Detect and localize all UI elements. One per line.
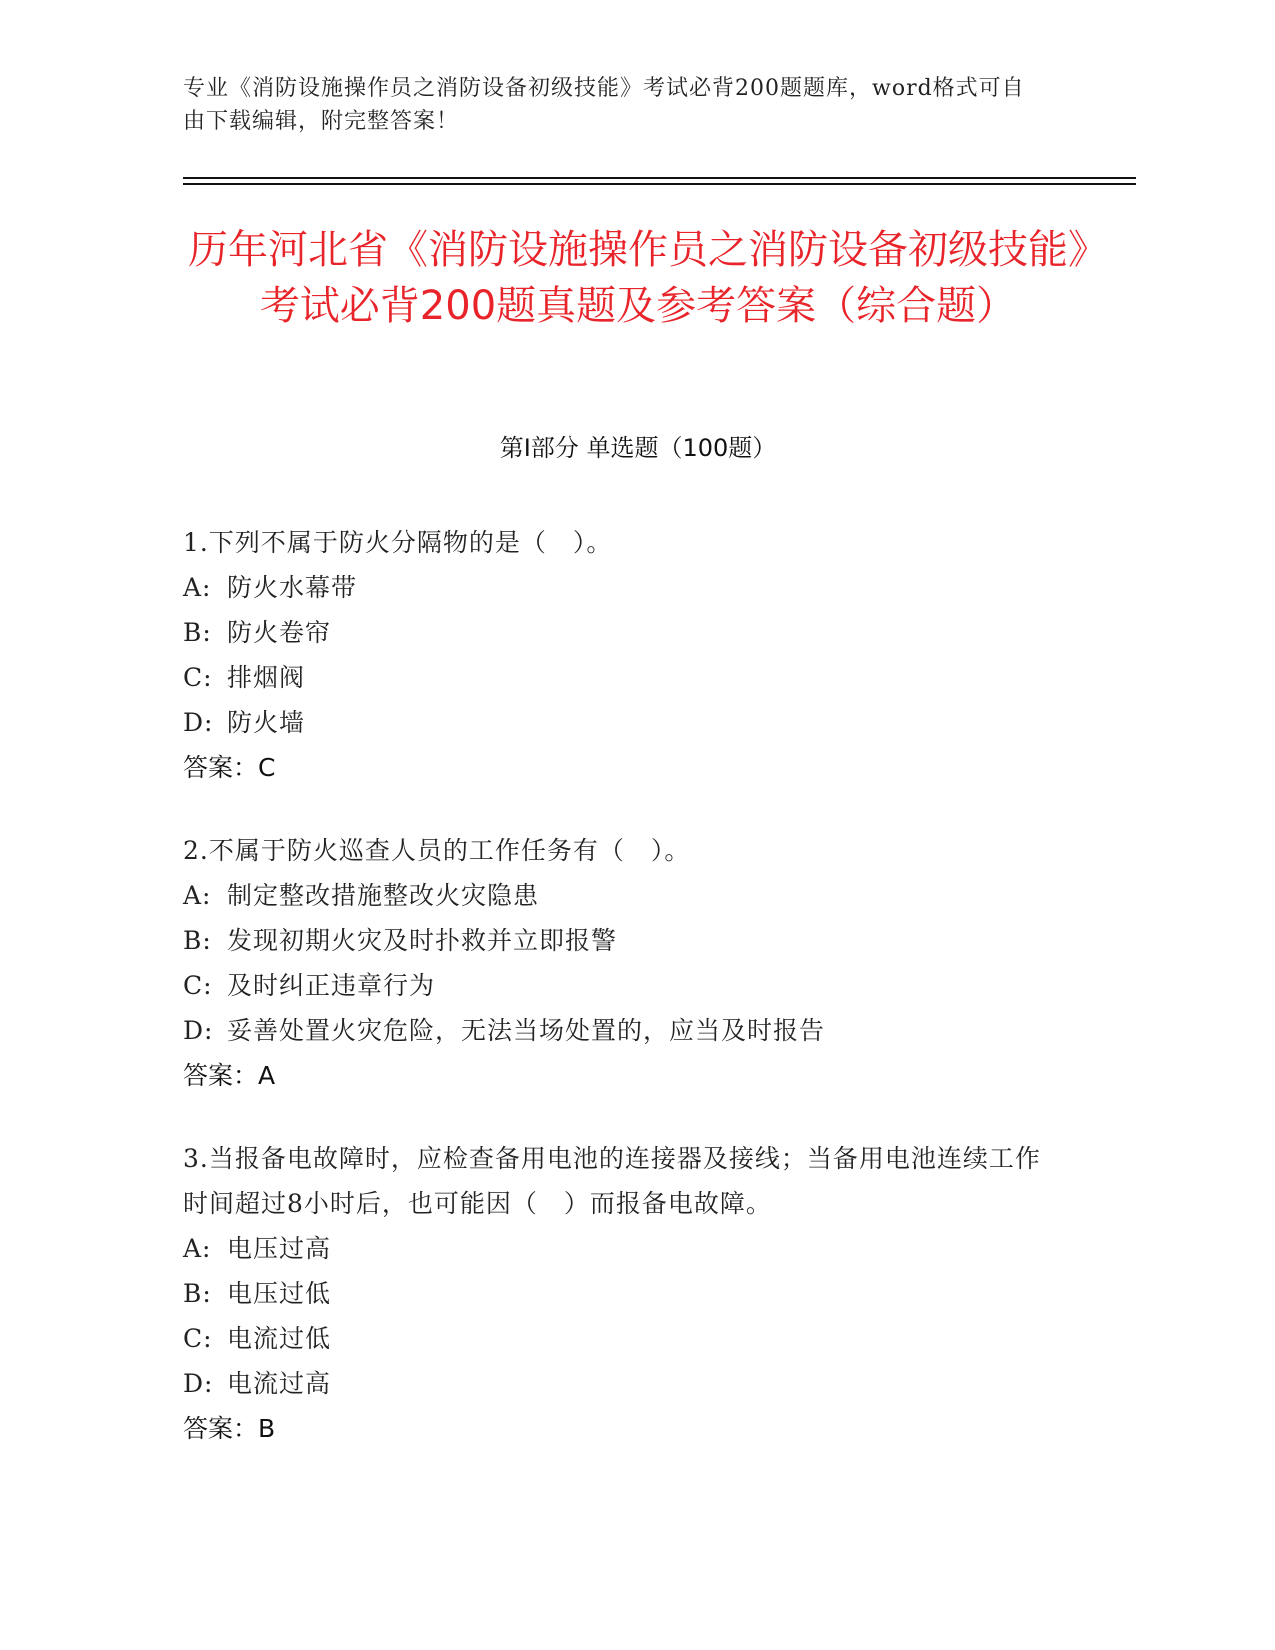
question-stem: 2.不属于防火巡查人员的工作任务有（ ）。 [183,836,691,865]
option-b [183,1271,1063,1316]
option-key: C: [183,1324,213,1353]
option-key: A: [183,881,212,910]
option-d [183,1361,1063,1406]
option-text: 电流过高 [227,1369,332,1398]
question-3 [183,1136,1063,1451]
option-key: B: [183,618,212,647]
option-c [183,1316,1063,1361]
option-key: D: [183,1369,214,1398]
option-d [183,1008,1063,1053]
option-key: A: [183,1234,212,1263]
question-stem: 3.当报备电故障时，应检查备用电池的连接器及接线；当备用电池连续工作时间超过8小时后，也可能因（ ）而报备电故障。 [183,1144,1041,1218]
option-text: 电压过高 [227,1234,332,1263]
option-a [183,565,1063,610]
option-text: 电压过低 [227,1279,332,1308]
option-key: B: [183,1279,212,1308]
option-key: C: [183,663,213,692]
option-key: A: [183,573,212,602]
option-text: 发现初期火灾及时扑救并立即报警 [227,926,618,955]
option-key: D: [183,1016,214,1045]
header-note: 专业《消防设施操作员之消防设备初级技能》考试必背200题题库，word格式可自由下载编辑，附完整答案！ [183,76,1025,134]
question-1 [183,520,1063,790]
question-stem: 1.下列不属于防火分隔物的是（ ）。 [183,528,613,557]
document-title: 历年河北省《消防设施操作员之消防设备初级技能》考试必背200题真题及参考答案（综合题） [188,227,1088,329]
option-b [183,918,1063,963]
option-text: 妥善处置火灾危险，无法当场处置的，应当及时报告 [227,1016,826,1045]
section-heading: 第Ⅰ部分 单选题（100题） [499,434,777,462]
answer-line: 答案：B [183,1414,276,1443]
option-a [183,1226,1063,1271]
option-key: D: [183,708,214,737]
answer-line: 答案：C [183,753,276,782]
option-c [183,963,1063,1008]
option-key: C: [183,971,213,1000]
header-rule-bottom [183,183,1136,185]
answer-line: 答案：A [183,1061,276,1090]
option-c [183,655,1063,700]
option-key: B: [183,926,212,955]
option-text: 电流过低 [227,1324,332,1353]
question-list [183,520,1063,1489]
option-text: 防火卷帘 [227,618,332,647]
header-rule-top [183,177,1136,179]
question-2 [183,828,1063,1098]
option-b [183,610,1063,655]
option-text: 及时纠正违章行为 [227,971,436,1000]
option-text: 防火水幕带 [227,573,358,602]
option-text: 排烟阀 [227,663,306,692]
option-d [183,700,1063,745]
option-a [183,873,1063,918]
option-text: 防火墙 [227,708,306,737]
option-text: 制定整改措施整改火灾隐患 [227,881,540,910]
